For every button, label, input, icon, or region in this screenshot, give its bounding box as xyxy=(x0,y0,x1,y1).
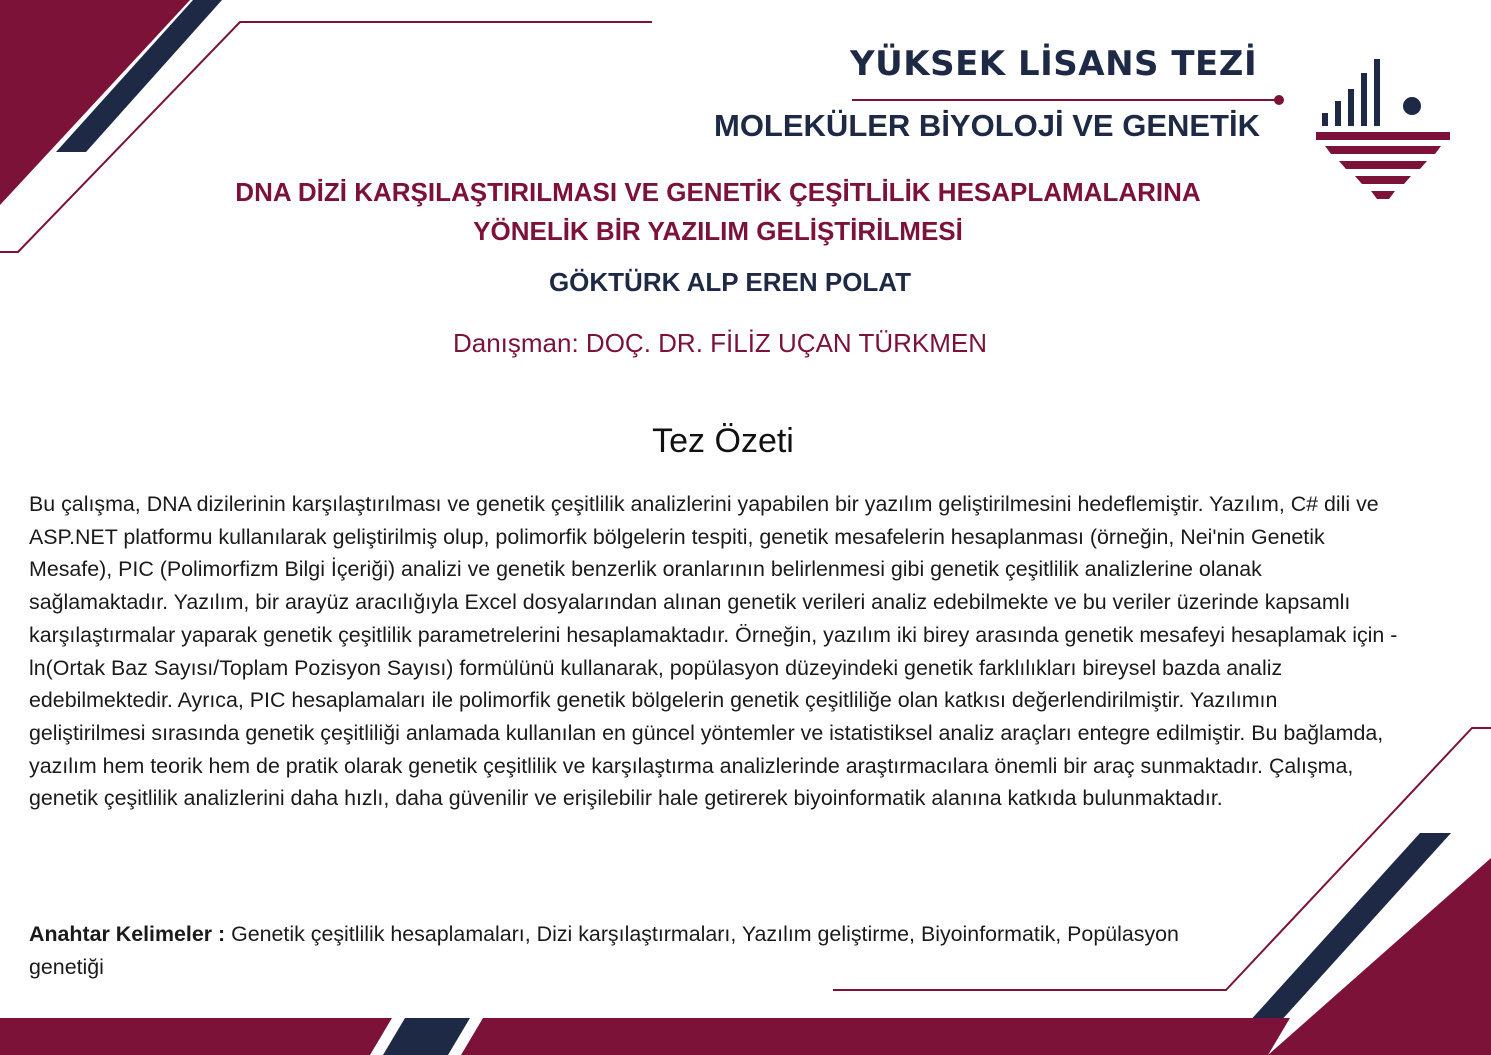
thesis-title-line-1: DNA DİZİ KARŞILAŞTIRILMASI VE GENETİK ÇEŞİTLİLİK HESAPLAMALARINA xyxy=(235,177,1201,207)
university-logo xyxy=(1313,55,1453,205)
thesis-title xyxy=(120,173,1316,251)
advisor-name: Danışman: DOÇ. DR. FİLİZ UÇAN TÜRKMEN xyxy=(452,328,988,358)
author-name: GÖKTÜRK ALP EREN POLAT xyxy=(548,267,912,297)
keywords-label: Anahtar Kelimeler : xyxy=(29,922,226,946)
keywords-section xyxy=(29,918,1259,983)
thesis-title-line-2: YÖNELİK BİR YAZILIM GELİŞTİRİLMESİ xyxy=(473,216,963,246)
bottom-band-navy xyxy=(383,1018,470,1055)
document-type-heading: YÜKSEK LİSANS TEZİ xyxy=(850,44,1258,84)
bottom-band-maroon xyxy=(0,1018,392,1055)
abstract-body: Bu çalışma, DNA dizilerinin karşılaştırılması ve genetik çeşitlilik analizlerini yapabilen bir yazılım geliştirilmesini hedeflemiştir. Yazılım, C# dili ve ASP.NET platformu kullanılarak geliştirilmiş olup, polimorfik bölgelerin tespiti, genetik mesafelerin hesaplanması (örneğin, Nei'nin Genetik Mesafe), PIC (Polimorfizm Bilgi İçeriği) analizi ve genetik benzerlik oranlarının belirlenmesi gibi genetik çeşitlilik analizlerine olanak sağlamaktadır. Yazılım, bir arayüz aracılığıyla Excel dosyalarından alınan genetik verileri analiz edebilmekte ve bu veriler üzerinde kapsamlı karşılaştırmalar yaparak genetik çeşitlilik parametrelerini hesaplamaktadır. Örneğin, yazılım iki birey arasında genetik mesafeyi hesaplamak için -ln(Ortak Baz Sayısı/Toplam Pozisyon Sayısı) formülünü kullanarak, popülasyon düzeyindeki genetik farklılıkları bireysel bazda analiz edebilmektedir. Ayrıca, PIC hesaplamaları ile polimorfik genetik bölgelerin genetik çeşitliliğe olan katkısı değerlendirilmiştir. Yazılımın geliştirilmesi sırasında genetik çeşitliliği anlamada kullanılan en güncel yöntemler ve istatistiksel analiz araçları entegre edilmiştir. Bu bağlamda, yazılım hem teorik hem de pratik olarak genetik çeşitlilik ve karşılaştırma analizlerinde araştırmacılara önemli bir araç sunmaktadır. Çalışma, genetik çeşitlilik analizlerini daha hızlı, daha güvenilir ve erişilebilir hale getirerek biyoinformatik alanına katkıda bulunmaktadır. xyxy=(29,492,1398,811)
abstract-heading: Tez Özeti xyxy=(652,422,794,460)
keywords-text: Genetik çeşitlilik hesaplamaları, Dizi karşılaştırmaları, Yazılım geliştirme, Biyoinformatik, Popülasyon genetiği xyxy=(29,922,1179,979)
bottom-band-maroon-right xyxy=(461,1018,1290,1055)
header-underline-dot xyxy=(1274,95,1284,105)
department-name: MOLEKÜLER BİYOLOJİ VE GENETİK xyxy=(714,108,1260,143)
